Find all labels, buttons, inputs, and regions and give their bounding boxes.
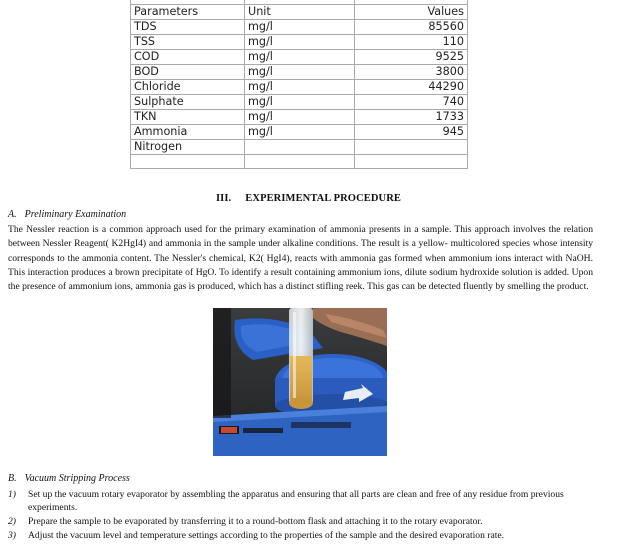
table-row — [131, 50, 468, 65]
list-item — [8, 515, 598, 528]
nessler-test-photo-illustration — [213, 308, 387, 456]
header-values: Values — [355, 5, 468, 20]
section-number: III. — [215, 193, 232, 204]
table-row — [131, 140, 468, 155]
param-cell-continuation: Nitrogen — [131, 140, 245, 155]
value-cell: 945 — [355, 125, 468, 140]
value-cell: 1733 — [355, 110, 468, 125]
value-cell: 740 — [355, 95, 468, 110]
nessler-test-photo — [213, 308, 387, 456]
param-cell: Chloride — [131, 80, 245, 95]
section-title: EXPERIMENTAL PROCEDURE — [245, 193, 402, 204]
param-cell: TDS — [131, 20, 245, 35]
vacuum-stripping-steps — [8, 488, 598, 543]
value-cell: 110 — [355, 35, 468, 50]
table-row — [131, 125, 468, 140]
subsection-a-heading — [8, 209, 126, 220]
table-row-empty — [131, 155, 468, 169]
unit-cell: mg/l — [245, 20, 355, 35]
step-number: 2) — [8, 516, 16, 527]
value-cell: 44290 — [355, 80, 468, 95]
table-header-row — [131, 5, 468, 20]
list-item — [8, 488, 598, 514]
table-row — [131, 65, 468, 80]
table-row — [131, 20, 468, 35]
unit-cell: mg/l — [245, 50, 355, 65]
header-parameters: Parameters — [131, 5, 245, 20]
value-cell: 85560 — [355, 20, 468, 35]
param-cell: BOD — [131, 65, 245, 80]
step-text: Set up the vacuum rotary evaporator by assembling the apparatus and ensuring that all parts are clean and free of any residue from previous experiments. — [28, 489, 564, 513]
parameters-table — [130, 0, 468, 169]
list-item — [8, 529, 598, 542]
step-number: 3) — [8, 530, 16, 541]
subsection-b-heading — [8, 473, 130, 484]
unit-cell: mg/l — [245, 125, 355, 140]
step-text: Prepare the sample to be evaporated by transferring it to a round-bottom flask and attaching it to the rotary evaporator. — [28, 516, 483, 527]
unit-cell: mg/l — [245, 35, 355, 50]
table-row — [131, 95, 468, 110]
section-heading — [0, 193, 617, 204]
subsection-a-letter: A. — [8, 209, 17, 220]
unit-cell: mg/l — [245, 65, 355, 80]
unit-cell: mg/l — [245, 80, 355, 95]
param-cell: Sulphate — [131, 95, 245, 110]
param-cell: Ammonia — [131, 125, 245, 140]
param-cell: TKN — [131, 110, 245, 125]
subsection-b-letter: B. — [8, 473, 17, 484]
value-cell: 3800 — [355, 65, 468, 80]
step-number: 1) — [8, 489, 16, 500]
param-cell: TSS — [131, 35, 245, 50]
table-row — [131, 110, 468, 125]
subsection-a-title: Preliminary Examination — [24, 209, 127, 220]
header-unit: Unit — [245, 5, 355, 20]
value-cell: 9525 — [355, 50, 468, 65]
preliminary-examination-paragraph: The Nessler reaction is a common approach used for the primary examination of ammonia presents in a sample. This approach involves the relation between Nessler Reagent( K2HgI4) and ammonia in the sample under alkaline conditions. The result is a yellow- multicolored species whose intensity corresponds to the ammonia content. The Nessler's chemical, K2( HgI4), reacts with ammonia gas formed when ammonium ions interact with NaOH. This interaction produces a brown precipitate of HgO. To identify a result containing ammonium ions, dilute sodium hydroxide solution is added. Upon the presence of ammonium ions, ammonia gas is produced, which has a distinct stifling reek. This gas can be detected fluently by smelling the product. — [8, 224, 593, 293]
subsection-b-title: Vacuum Stripping Process — [24, 473, 130, 484]
unit-cell: mg/l — [245, 95, 355, 110]
unit-cell: mg/l — [245, 110, 355, 125]
table-row — [131, 35, 468, 50]
param-cell: COD — [131, 50, 245, 65]
step-text: Adjust the vacuum level and temperature settings according to the properties of the sample and the desired evaporation rate. — [28, 530, 505, 541]
table-row — [131, 80, 468, 95]
